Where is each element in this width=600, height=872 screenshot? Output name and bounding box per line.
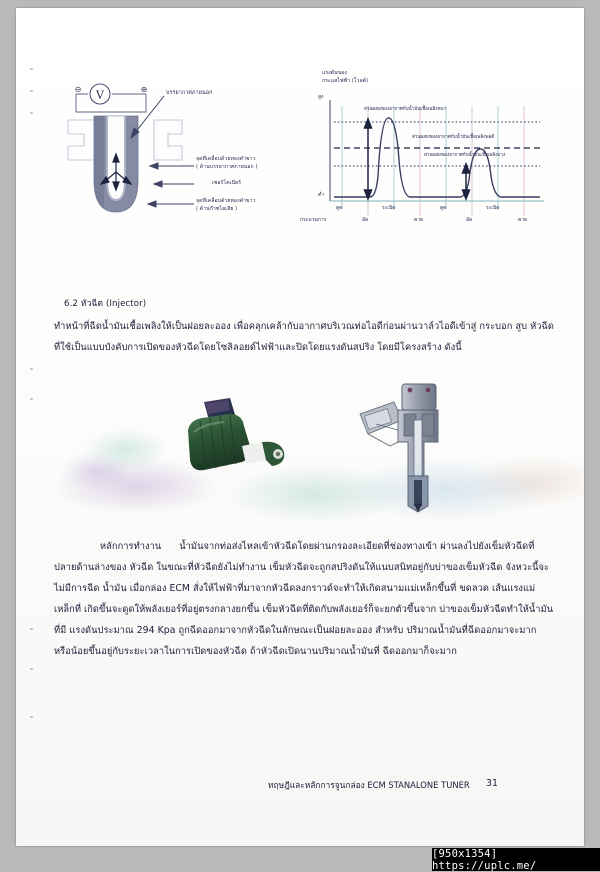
chart-xlabel: กระบวนการ [300,217,327,223]
terminal-negative-icon: ⊖ [74,85,82,94]
voltmeter-v-label: V [96,88,104,102]
principle-line-1: น้ำมันจากท่อส่งไหลเข้าหัวฉีดโดยผ่านกรองละเอียดที่ช่องทางเข้า ผ่านลงไปยังเข็มหัวฉีดที่ [179,541,535,552]
sensor-label-platinum-exhaust: จุดที่เคลือบด้วยทองคำขาว [196,198,256,204]
principle-line-4: ขดลวด เส้นแรงแม่เหล็กที่ เกิดขึ้นจะดูดให้พลังเยอร์ที่อยู่ตรงกลางยกขึ้น เข็มหัวฉีดที่ติดกับพลังเยอร์ก็จะยกตัวขึ้นจาก [54,583,536,615]
chart-xtick-6: ระเบิด [486,205,500,211]
principle-line-6: ปริมาณน้ำมันที่ฉีดออกมาจะมาก หรือน้อยขึ้นอยู่กับระยะเวลาในการเปิดของหัวฉีด ถ้าหัวฉีดเปิดนานปริมาณน้ำมันที่ [54,625,537,657]
chart-xtick-4: ดูด [440,205,447,211]
chart-annotation-rich: ส่วนผสมของอากาศกับน้ำมันเชื้อเพลิงหนา [364,107,447,112]
section-heading: 6.2 หัวฉีด (Injector) [64,299,147,309]
top-figure-row [16,64,584,254]
terminal-positive-icon: ⊕ [140,85,148,94]
page-bleed-through-band [16,442,584,528]
principle-line-7: ฉีดออกมาก็จะมาก [382,646,457,657]
principle-label: หลักการทำงาน [100,541,162,552]
chart-xtick-5: อัด [466,217,473,223]
sensor-label-platinum-outer: จุดที่เคลือบด้วยทองคำขาว [196,156,256,162]
watermark-text: [950x1354] https://uplc.me/ [432,847,537,872]
sensor-label-platinum-exhaust-side: ( ด้านก๊าซไอเสีย ) [196,206,238,212]
intro-line-2: สูบ หัวฉีดที่ใช้เป็นแบบบังคับการเปิดของหัวฉีดโดยโซลิลอยด์ไฟฟ้าและปิดโดยแรงดันสปริง โดยมีโครงสร้าง ดังนี้ [54,321,554,353]
chart-ylabel-line1: แรงดันของ [322,70,347,76]
sensor-label-zirconia: เซอร์โคเนียร์ [212,180,242,186]
chart-ytick-low: ต่ำ [318,192,325,198]
page-footer [16,778,584,798]
page-number: 31 [486,778,498,789]
principle-line-2: ปลายด้านล่างของ หัวฉีด ในขณะที่หัวฉีดยังไม่ทำงาน เข็มหัวฉีดจะถูกสปริงดันให้แนบสนิทอยู่กับบ่าของเข็มหัวฉีด [54,562,503,573]
watermark-bar [432,848,600,871]
zirconia-sensor-diagram [54,72,304,242]
chart-xtick-2: ระเบิด [382,205,396,211]
chart-xtick-7: คาย [518,217,528,223]
chart-ytick-high: สูง [318,94,324,100]
principle-paragraph [54,536,554,662]
principle-line-5: บ่าของเข็มหัวฉีดทำให้น้ำมันที่มี แรงดันประมาณ 294 Kpa ถูกฉีดออกมาจากหัวฉีดในลักษณะเป็นฝอยละออง สำหรับ [54,604,554,636]
chart-annotation-lean: ส่วนผสมของอากาศกับน้ำมันเชื้อเพลิงบาง [424,153,506,158]
injector-figure-band [16,380,584,528]
chart-xtick-1: อัด [362,217,369,223]
chart-xtick-0: ดูด [336,205,343,211]
section-intro-paragraph [54,316,554,358]
chart-ylabel-line2: กระแสไฟฟ้า (โวลต์) [322,78,369,84]
chart-xtick-3: คาย [414,217,424,223]
chart-annotation-stoich: ส่วนผสมของอากาศกับน้ำมันเชื้อเพลิงพอดี [412,135,495,140]
sensor-label-platinum-outer-side: ( ด้านบรรยากาศภายนอก ) [196,164,258,170]
rich-range-arrow [365,119,372,199]
oxygen-sensor-voltage-chart [300,64,558,254]
intro-line-1: ทำหน้าที่ฉีดน้ำมันเชื้อเพลิงให้เป็นฝอยละออง เพื่อคลุกเคล้ากับอากาศบริเวณท่อไอดีก่อนผ่านวาล์วไอดีเข้าสู่ กระบอก [54,321,513,332]
principle-line-3: จังหวะนี้จะไม่มีการฉีด น้ำมัน เมื่อกล่อง ECM สั่งให้ไฟฟ้าที่มาจากหัวฉีดลงกราวด์จะทำให้เกิดสนามแม่เหล็กขึ้นที่ [54,562,550,594]
scanned-page [16,8,584,846]
footer-title: ทฤษฎีและหลักการจูนกล่อง ECM STANALONE TUNER [268,780,470,790]
sensor-label-atmosphere: บรรยากาศภายนอก [166,90,213,96]
